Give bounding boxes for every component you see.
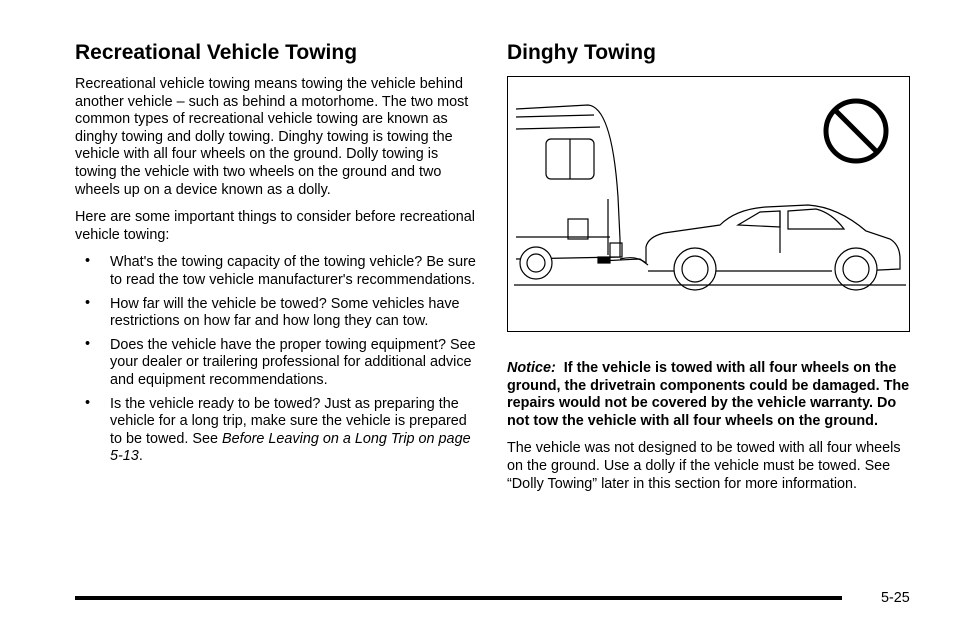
cross-reference-link[interactable]: Before Leaving on a Long Trip on page 5-13 [110,430,471,465]
prohibited-icon [826,101,886,161]
page-number: 5-25 [881,590,910,606]
list-item [75,254,480,289]
considerations-list [75,254,480,466]
list-item [75,296,480,331]
bullet: • [85,335,91,352]
list-item [75,396,480,466]
list-item-text: Does the vehicle have the proper towing equipment? See your dealer or trailering professional for additional advice and equipment recommendations. [110,336,476,388]
dinghy-towing-illustration [507,76,910,332]
rv-towing-intro: Recreational vehicle towing means towing the vehicle behind another vehicle – such as behind a motorhome. The two most common types of recreational vehicle towing are known as dinghy towing and dolly towing. Dinghy towing is towing the vehicle with all four wheels on the ground. Dolly towing is towing the vehicle with two wheels on the ground and two wheels up on a device known as a dolly. [75,76,469,198]
list-item-text: Is the vehicle ready to be towed? Just as preparing the vehicle for a long trip, make sure the vehicle is prepared to be towed. See [110,395,467,447]
right-column [507,40,912,503]
dinghy-towing-info: The vehicle was not designed to be towed with all four wheels on the ground. Use a dolly if the vehicle must be towed. See “Dolly Towing” later in this section for more information. [507,440,901,492]
footer-rule [75,596,842,600]
list-item-text: How far will the vehicle be towed? Some vehicles have restrictions on how far and how long they can tow. [110,295,460,330]
bullet: • [85,253,91,270]
car-front-wheel [674,248,716,290]
section-heading-dinghy-towing: Dinghy Towing [507,41,656,64]
notice-text: If the vehicle is towed with all four wheels on the ground, the drivetrain components could be damaged. The repairs would not be covered by the vehicle warranty. Do not tow the vehicle with all four wheels on the ground. [507,360,910,429]
notice [507,360,912,430]
motorhome-panel [568,219,588,239]
left-column [75,40,480,472]
bullet: • [85,294,91,311]
considerations-intro: Here are some important things to consider before recreational vehicle towing: [75,209,475,243]
car-rear-wheel [835,248,877,290]
notice-label: Notice: [507,360,556,376]
list-item-text: What's the towing capacity of the towing vehicle? Be sure to read the tow vehicle manufacturer's recommendations. [110,254,476,288]
section-heading-rv-towing: Recreational Vehicle Towing [75,41,358,64]
bullet: • [85,394,91,411]
list-item [75,337,480,390]
list-item-end: . [138,448,143,465]
towing-diagram [508,77,911,333]
